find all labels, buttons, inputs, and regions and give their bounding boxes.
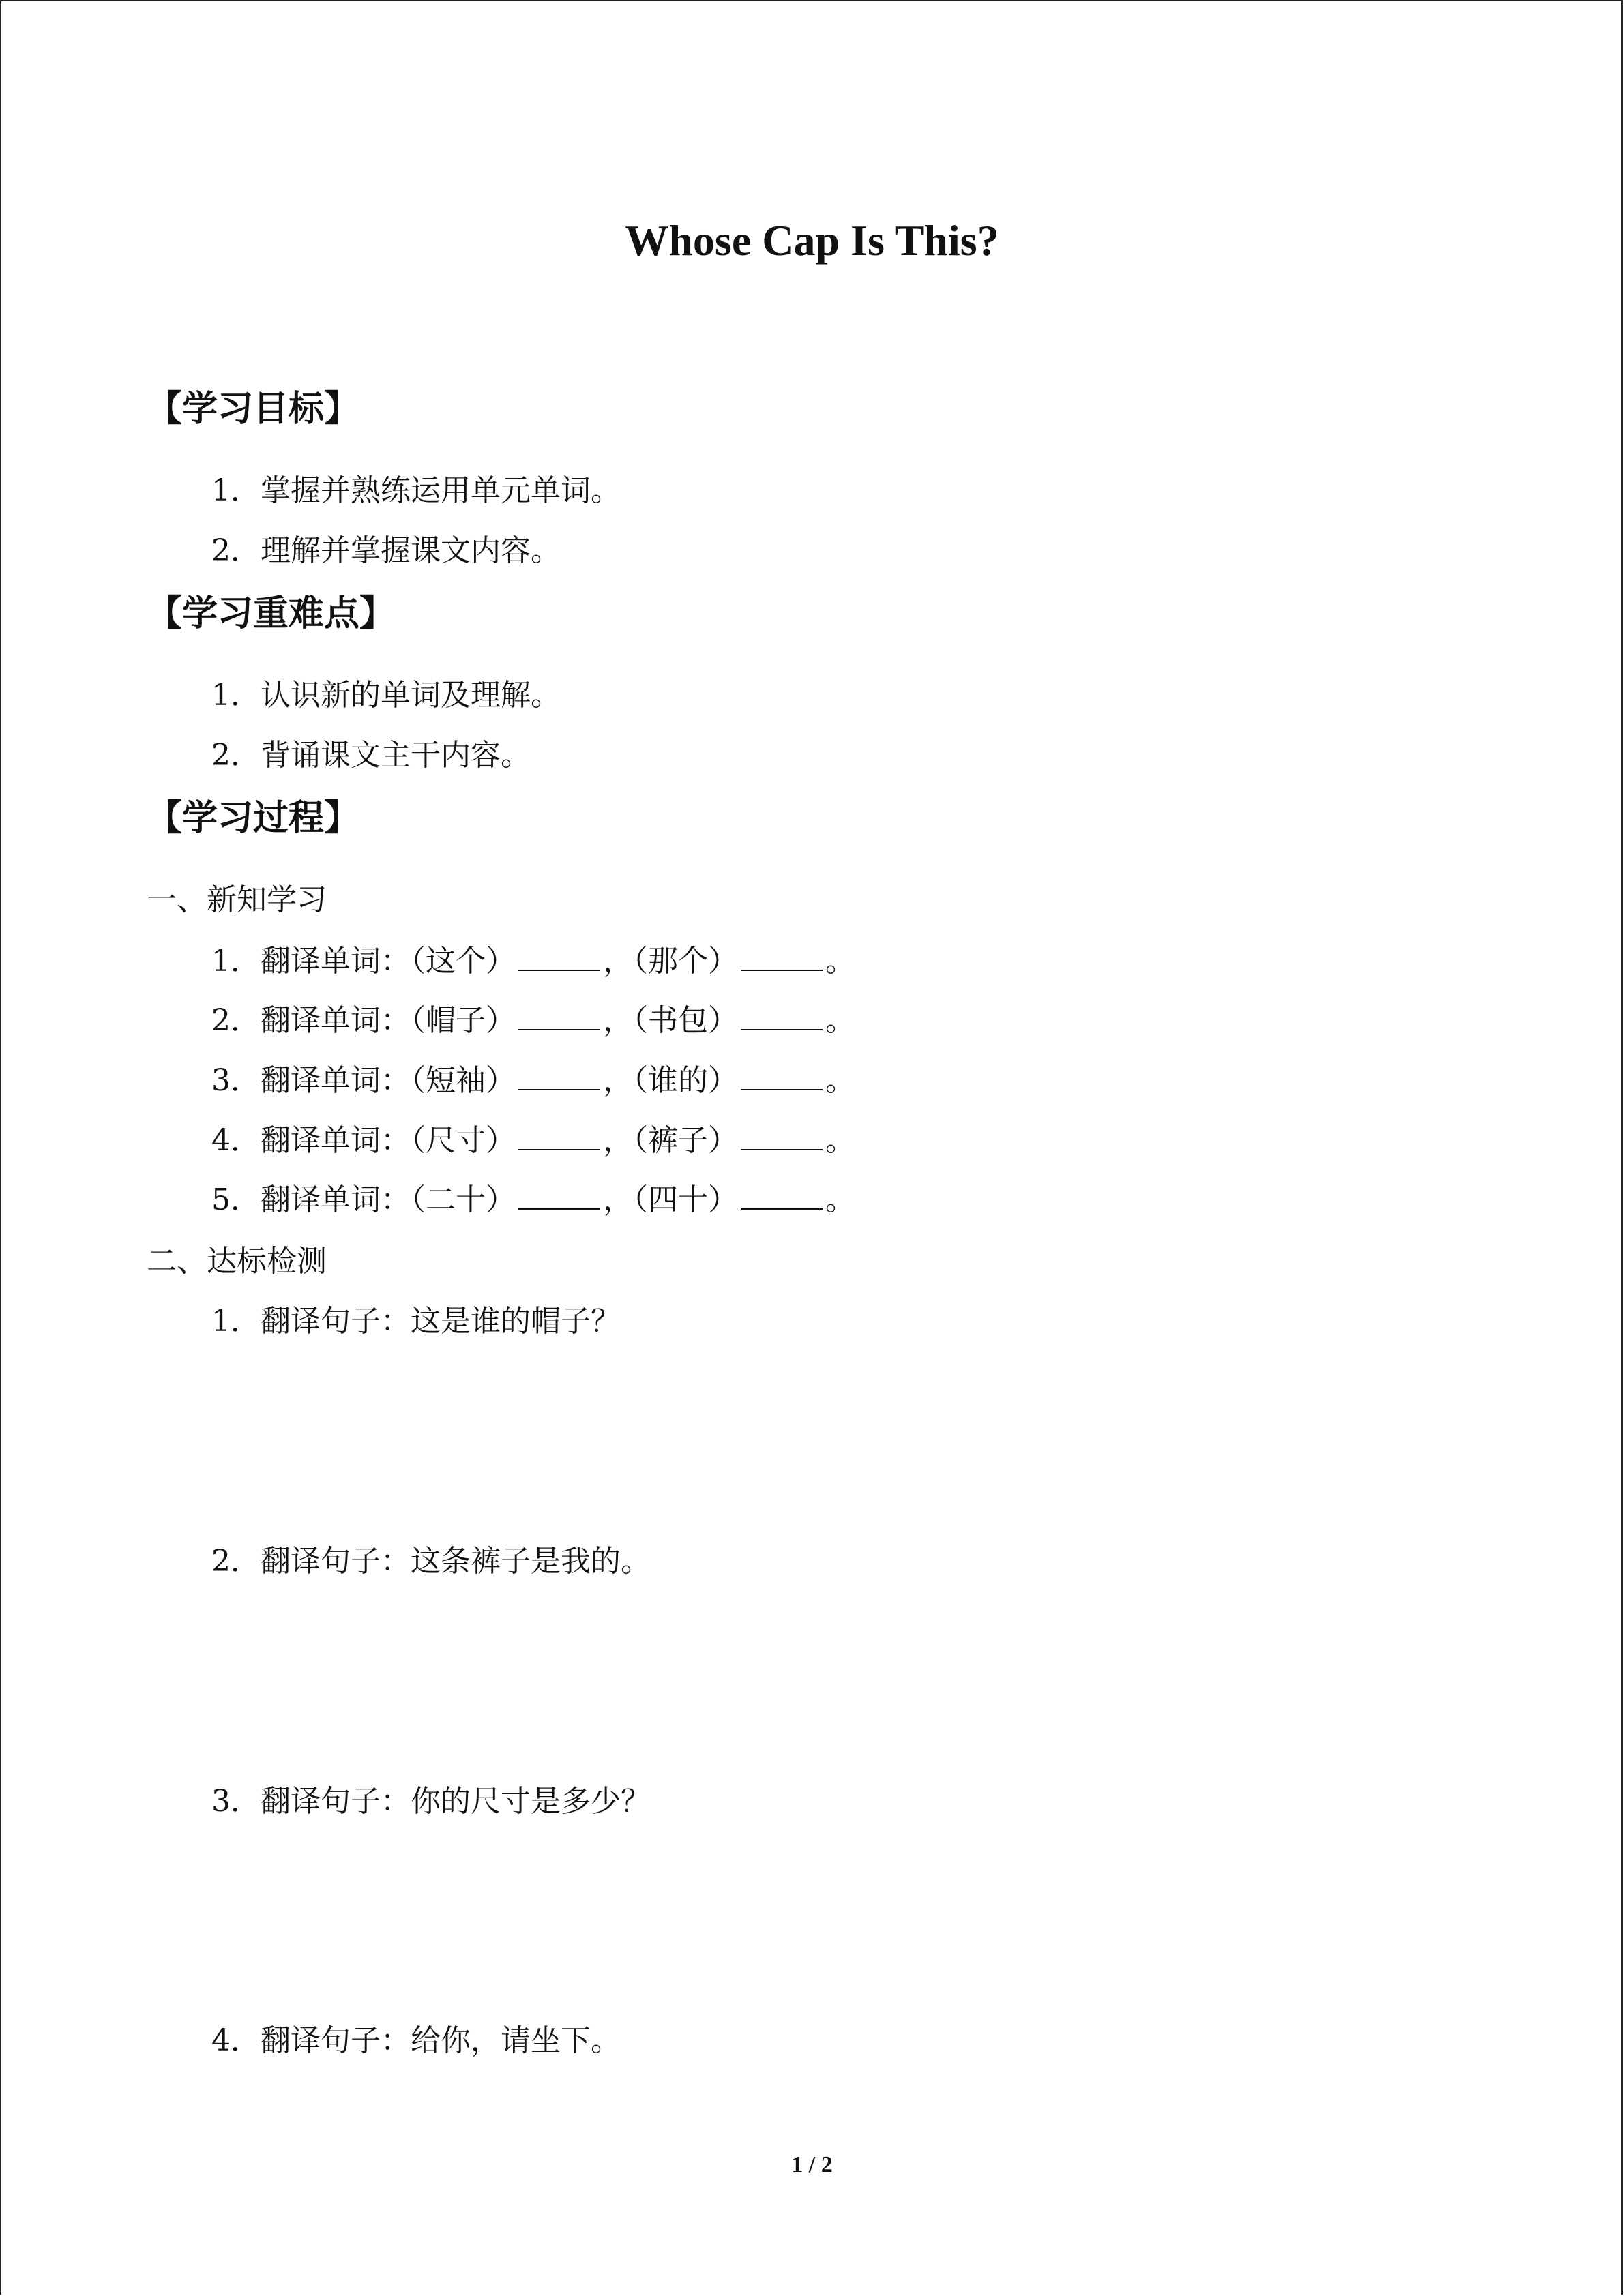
section-heading-process: 【学习过程】 [147,798,360,839]
answer-blank[interactable] [741,1181,823,1210]
key-point-item-1: 1．认识新的单词及理解。 [211,678,561,713]
answer-blank[interactable] [518,942,600,971]
translation-item-1: 1．翻译句子：这是谁的帽子？ [211,1304,621,1339]
answer-blank[interactable] [741,942,823,971]
goal-item-2: 2．理解并掌握课文内容。 [211,533,561,568]
vocab-item-middle: ，（裤子） [603,1123,738,1158]
vocab-item-middle: ，（那个） [603,944,738,979]
vocab-item-prefix: 5．翻译单词：（二十） [211,1182,516,1217]
vocab-item-3 [211,1060,855,1101]
page-number: 1 / 2 [791,2152,833,2177]
vocab-item-end: 。 [825,1123,855,1158]
answer-blank[interactable] [741,1002,823,1030]
vocab-item-prefix: 3．翻译单词：（短袖） [211,1063,516,1098]
answer-blank[interactable] [741,1122,823,1150]
vocab-item-prefix: 4．翻译单词：（尺寸） [211,1123,516,1158]
goal-item-1: 1．掌握并熟练运用单元单词。 [211,473,621,508]
vocab-item-middle: ，（谁的） [603,1063,738,1098]
vocab-item-prefix: 1．翻译单词：（这个） [211,944,516,979]
document-title: Whose Cap Is This? [625,216,999,265]
answer-blank[interactable] [518,1002,600,1030]
translation-item-3: 3．翻译句子：你的尺寸是多少？ [211,1784,651,1819]
vocab-item-middle: ，（书包） [603,1003,738,1038]
vocab-item-prefix: 2．翻译单词：（帽子） [211,1003,516,1038]
vocab-item-middle: ，（四十） [603,1182,738,1217]
answer-blank[interactable] [741,1062,823,1090]
sub-heading-assessment: 二、达标检测 [147,1244,327,1279]
vocab-item-end: 。 [825,1063,855,1098]
section-heading-key-points: 【学习重难点】 [147,593,396,634]
answer-blank[interactable] [518,1062,600,1090]
vocab-item-end: 。 [825,944,855,979]
translation-item-2: 2．翻译句子：这条裤子是我的。 [211,1544,651,1579]
key-point-item-2: 2．背诵课文主干内容。 [211,738,531,773]
vocab-item-4 [211,1120,855,1161]
section-heading-goals: 【学习目标】 [147,389,360,430]
vocab-item-end: 。 [825,1003,855,1038]
vocab-item-1 [211,941,855,982]
vocab-item-5 [211,1180,855,1221]
vocab-item-end: 。 [825,1182,855,1217]
answer-blank[interactable] [518,1122,600,1150]
answer-blank[interactable] [518,1181,600,1210]
vocab-item-2 [211,1000,855,1041]
sub-heading-new-knowledge: 一、新知学习 [147,882,327,917]
translation-item-4: 4．翻译句子：给你，请坐下。 [211,2023,621,2058]
